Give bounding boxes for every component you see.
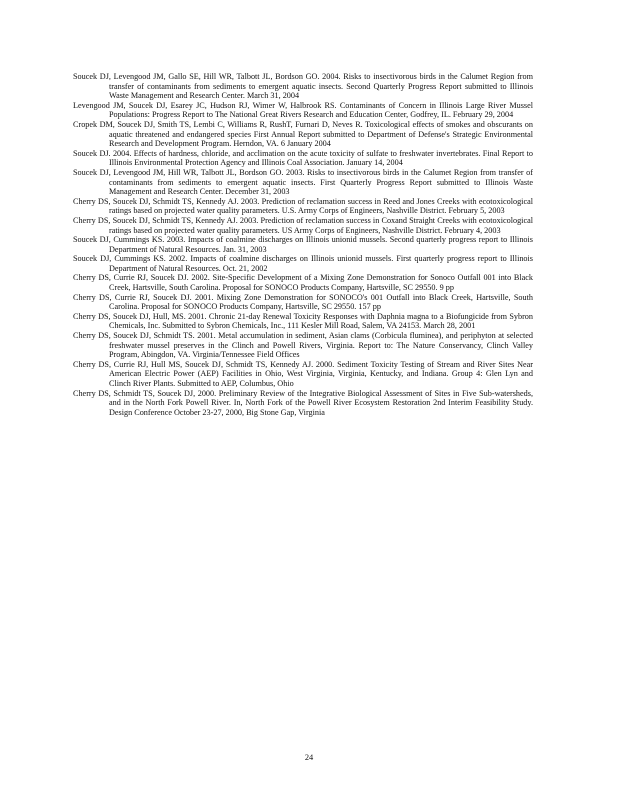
reference-entry: Soucek DJ, Cummings KS. 2002. Impacts of coalmine discharges on Illinois unionid mussels. First quarterly progress report to Illinois Department of Natural Resources. Oct. 21, 2002 <box>73 254 533 273</box>
reference-entry: Cherry DS, Soucek DJ, Schmidt TS, Kennedy AJ. 2003. Prediction of reclamation success in Reed and Jones Creeks with ecotoxicological ratings based on projected water quality parameters. U.S. Army Corps of Engineers, Nashville District. February 5, 2003 <box>73 196 533 216</box>
reference-entry: Cherry DS, Currie RJ, Soucek DJ. 2002. Site-Specific Development of a Mixing Zone Demonstration for Sonoco Outfall 001 into Black Creek, Hartsville, South Carolina. Proposal for SONOCO Products Company, Hartsville, SC 29550. 9 pp <box>73 273 533 293</box>
reference-list <box>73 72 533 417</box>
reference-entry: Cherry DS, Soucek DJ, Hull, MS. 2001. Chronic 21-day Renewal Toxicity Responses with Daphnia magna to a Biofungicide from Sybron Chemicals, Inc. Submitted to Sybron Chemicals, Inc., 111 Kesler Mill Road, Salem, VA 24153. March 28, 2001 <box>73 311 533 331</box>
reference-entry: Soucek DJ, Levengood JM, Gallo SE, Hill WR, Talbott JL, Bordson GO. 2004. Risks to insectivorous birds in the Calumet Region from transfer of contaminants from sediments to emergent aquatic insects. Second Quarterly Progress Report submitted to Illinois Waste Management and Research Center. March 31, 2004 <box>73 72 533 101</box>
reference-entry: Soucek DJ, Cummings KS. 2003. Impacts of coalmine discharges on Illinois unionid mussels. Second quarterly progress report to Illinois Department of Natural Resources. Jan. 31, 2003 <box>73 235 533 254</box>
page-number: 24 <box>304 753 314 762</box>
reference-entry: Soucek DJ, Levengood JM, Hill WR, Talbott JL, Bordson GO. 2003. Risks to insectivorous birds in the Calumet Region from transfer of contaminants from sediments to emergent aquatic insects. First Quarterly Progress Report submitted to Illinois Waste Management and Research Center. December 31, 2003 <box>73 167 533 197</box>
reference-entry: Cherry DS, Soucek DJ, Schmidt TS. 2001. Metal accumulation in sediment, Asian clams (Corbicula fluminea), and periphyton at selected freshwater mussel preserves in the Clinch and Powell Rivers, Virginia. Report to: The Nature Conservancy, Clinch Valley Program, Abingdon, VA. Virginia/Tennessee Field Offices <box>73 331 533 360</box>
reference-entry: Cropek DM, Soucek DJ, Smith TS, Lembi C, Williams R, RushT, Furnari D, Neves R. Toxicological effects of smokes and obscurants on aquatic threatened and endangered species First Annual Report submitted to Department of Defense's Strategic Environmental Research and Development Program. Herndon, VA. 6 January 2004 <box>73 119 533 149</box>
reference-entry: Levengood JM, Soucek DJ, Esarey JC, Hudson RJ, Wimer W, Halbrook RS. Contaminants of Concern in Illinois Large River Mussel Populations: Progress Report to The National Great Rivers Research and Education Center, Godfrey, IL. February 29, 2004 <box>73 100 533 120</box>
reference-entry: Cherry DS, Soucek DJ, Schmidt TS, Kennedy AJ. 2003. Prediction of reclamation success in Coxand Straight Creeks with ecotoxicological ratings based on projected water quality parameters. US Army Corps of Engineers, Nashville District. February 4, 2003 <box>73 215 533 235</box>
reference-entry: Cherry DS, Currie RJ, Soucek DJ. 2001. Mixing Zone Demonstration for SONOCO's 001 Outfall into Black Creek, Hartsville, South Carolina. Proposal for SONOCO Products Company, Hartsville, SC 29550. 157 pp <box>73 292 533 312</box>
reference-entry: Cherry DS, Currie RJ, Hull MS, Soucek DJ, Schmidt TS, Kennedy AJ. 2000. Sediment Toxicity Testing of Stream and River Sites Near American Electric Power (AEP) Facilities in Ohio, West Virginia, Virginia, Kentucky, and Indiana. Group 4: Glen Lyn and Clinch River Plants. Submitted to AEP, Columbus, Ohio <box>73 359 533 388</box>
reference-entry: Cherry DS, Schmidt TS, Soucek DJ, 2000. Preliminary Review of the Integrative Biological Assessment of Sites in Five Sub-watersheds, and in the North Fork Powell River. In, North Fork of the Powell River Ecosystem Restoration 2nd Interim Feasibility Study. Design Conference October 23-27, 2000, Big Stone Gap, Virginia <box>73 388 533 417</box>
reference-entry: Soucek DJ. 2004. Effects of hardness, chloride, and acclimation on the acute toxicity of sulfate to freshwater invertebrates. Final Report to Illinois Environmental Protection Agency and Illinois Coal Association. January 14, 2004 <box>73 148 533 168</box>
